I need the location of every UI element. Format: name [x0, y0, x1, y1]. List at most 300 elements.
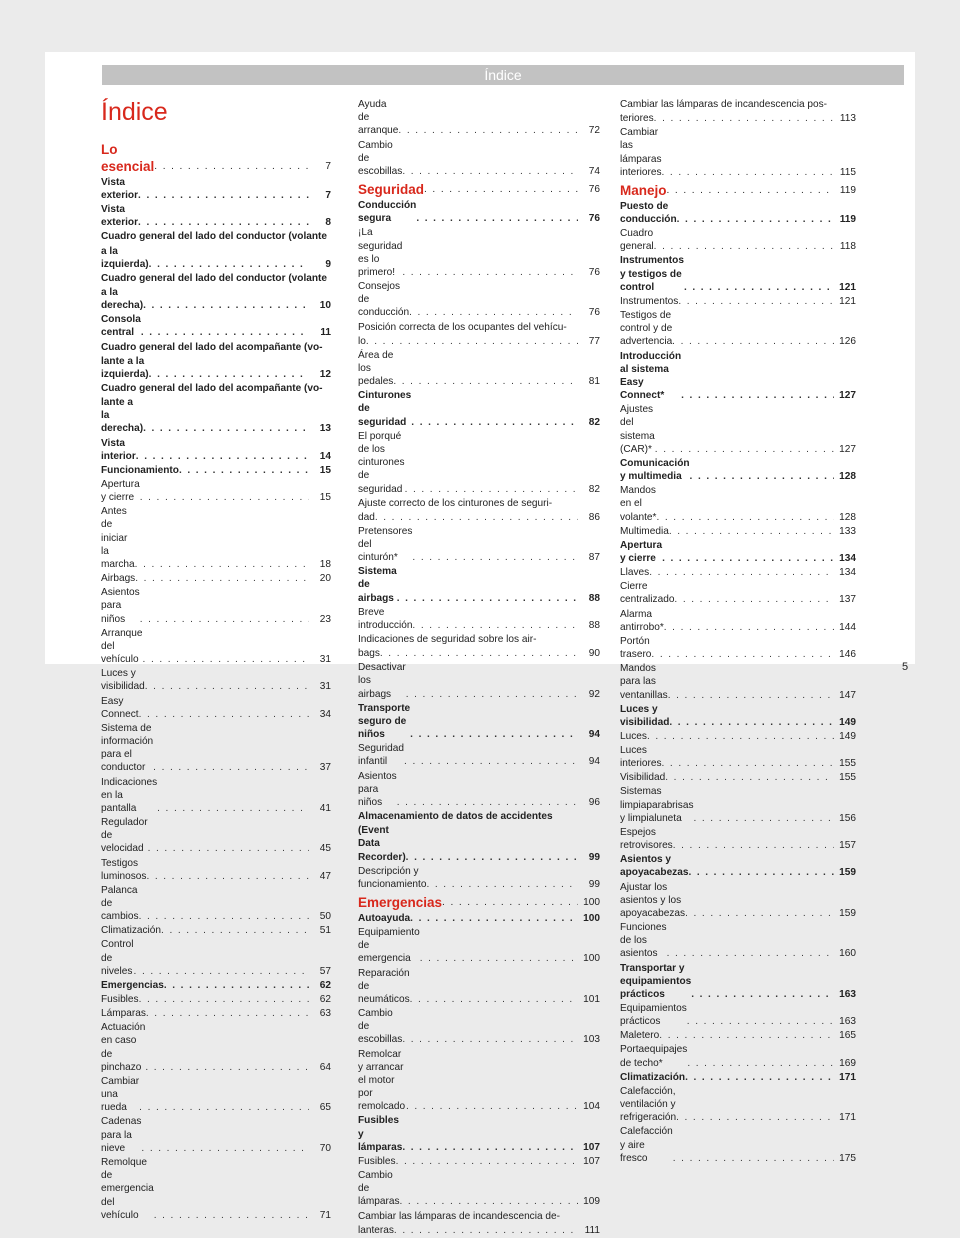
toc-page-number: 127 [839, 390, 856, 402]
toc-leader-dots [410, 912, 578, 925]
toc-entry[interactable] [101, 776, 331, 816]
toc-entry[interactable] [101, 993, 331, 1006]
toc-entry-title: Portón trasero [620, 635, 652, 661]
toc-leader-dots [411, 416, 578, 429]
toc-leader-dots [685, 907, 834, 920]
toc-entry[interactable] [358, 824, 600, 864]
toc-entry-title: (Event Data Recorder) [358, 825, 406, 863]
toc-column-1 [101, 138, 331, 1223]
toc-entry[interactable] [358, 647, 600, 660]
document-page [45, 52, 915, 1236]
toc-entry-title: Instrumentos y testigos de control [620, 255, 684, 293]
toc-entry-title: Indicaciones de seguridad sobre los air- [358, 634, 537, 646]
toc-leader-dots [139, 993, 309, 1006]
toc-entry[interactable] [620, 566, 856, 579]
toc-page-number: 45 [319, 843, 331, 855]
toc-entry-title: Regulador de velocidad [101, 817, 148, 855]
toc-entry-title: Sistema de información para el conductor [101, 722, 154, 774]
toc-entry-title: Consejos de conducción [358, 281, 410, 319]
toc-leader-dots [669, 716, 834, 729]
toc-entry-title: Área de los pedales [358, 349, 394, 388]
toc-page-number: 127 [839, 443, 856, 455]
toc-page-number: 47 [319, 870, 331, 882]
toc-leader-dots [161, 924, 309, 937]
toc-entry[interactable] [101, 816, 331, 856]
toc-entry[interactable] [101, 722, 331, 775]
toc-entry-title: Climatización [101, 925, 162, 937]
toc-page-number: 100 [583, 912, 600, 924]
toc-entry[interactable] [358, 1007, 600, 1047]
toc-leader-dots [375, 511, 578, 524]
toc-entry[interactable] [358, 967, 600, 1007]
toc-page-number: 121 [839, 281, 856, 293]
toc-entry[interactable] [620, 635, 856, 661]
toc-entry[interactable] [620, 457, 856, 483]
toc-entry-title: Funciones de los asientos [620, 922, 667, 960]
toc-leader-dots [651, 648, 834, 661]
toc-page-number: 134 [839, 553, 856, 565]
toc-entry-title: Cuadro general [620, 228, 654, 253]
toc-page-number: 169 [839, 1057, 856, 1069]
toc-page-number: 157 [839, 840, 856, 852]
toc-entry-title: lante a la derecha) [101, 397, 144, 435]
toc-entry[interactable] [620, 771, 856, 784]
toc-entry-title: lante a la izquierda) [101, 355, 149, 380]
toc-entry-title: Airbags [101, 573, 136, 585]
toc-leader-dots [157, 802, 309, 815]
toc-entry[interactable] [358, 742, 600, 768]
toc-page-number: 20 [319, 573, 331, 585]
toc-entry[interactable] [358, 1114, 600, 1154]
toc-leader-dots [406, 1100, 578, 1113]
toc-leader-dots [397, 592, 578, 605]
toc-leader-dots [662, 552, 834, 565]
toc-page-number: 99 [588, 851, 600, 863]
toc-leader-dots [380, 647, 578, 660]
toc-entry-title: Cambiar las lámparas de incandescencia de- [358, 1210, 560, 1222]
toc-entry[interactable] [358, 430, 600, 496]
toc-page-number: 103 [583, 1034, 600, 1046]
toc-entry[interactable] [358, 525, 600, 565]
toc-entry[interactable] [101, 1075, 331, 1115]
toc-page-number: 87 [588, 552, 600, 564]
toc-page-number: 34 [319, 708, 331, 720]
toc-entry[interactable] [620, 227, 856, 253]
toc-leader-dots [143, 299, 309, 312]
toc-entry-title: Palanca de cambios [101, 884, 139, 923]
toc-entry-title: Asientos para niños [358, 770, 397, 808]
toc-entry[interactable] [620, 350, 856, 403]
toc-entry[interactable] [101, 230, 331, 243]
toc-leader-dots [154, 1209, 309, 1222]
toc-page-number: 86 [588, 511, 600, 523]
toc-entry[interactable] [101, 286, 331, 312]
toc-entry[interactable] [101, 478, 331, 504]
toc-page-number: 76 [588, 184, 600, 196]
toc-leader-dots [691, 988, 834, 1001]
toc-page-number: 9 [325, 258, 331, 270]
toc-leader-dots [406, 851, 578, 864]
toc-entry-title: teriores [620, 113, 654, 125]
toc-entry-title: Posición correcta de los ocupantes del vehícu- [358, 321, 567, 333]
toc-page-number: 94 [588, 756, 600, 768]
toc-leader-dots [426, 878, 578, 891]
toc-page-number: 146 [839, 649, 856, 661]
toc-page-number: 119 [839, 185, 856, 196]
toc-leader-dots [143, 653, 309, 666]
toc-leader-dots [143, 422, 309, 435]
toc-entry[interactable] [101, 272, 331, 285]
toc-entry-title: Cambiar las lámparas de incandescencia pos- [620, 99, 828, 110]
toc-entry-title: Visibilidad [620, 772, 666, 784]
toc-leader-dots [135, 572, 309, 585]
toc-page-number: 57 [319, 965, 331, 977]
toc-entry[interactable] [358, 321, 600, 334]
toc-page-number: 13 [319, 423, 331, 435]
toc-leader-dots [659, 1029, 834, 1042]
toc-page-number: 149 [839, 730, 856, 742]
toc-leader-dots [667, 182, 834, 199]
toc-entry-title: Funcionamiento [101, 464, 179, 476]
toc-page-number: 10 [319, 300, 331, 312]
toc-page-number: 121 [839, 295, 856, 307]
toc-entry[interactable] [358, 280, 600, 320]
toc-entry-title: Multimedia [620, 525, 669, 537]
toc-entry[interactable] [620, 1043, 856, 1069]
toc-entry[interactable] [101, 505, 331, 571]
toc-page-number: 12 [319, 368, 331, 380]
toc-entry[interactable] [358, 98, 600, 138]
toc-entry[interactable] [358, 912, 600, 925]
toc-entry[interactable] [358, 511, 600, 524]
toc-leader-dots [139, 708, 309, 721]
toc-entry[interactable] [101, 924, 331, 937]
toc-entry[interactable] [620, 403, 856, 456]
toc-entry[interactable] [101, 382, 331, 395]
toc-entry-title: lo [358, 335, 366, 347]
toc-entry[interactable] [101, 245, 331, 271]
toc-leader-dots [676, 1111, 834, 1124]
toc-entry[interactable] [620, 853, 856, 879]
toc-entry[interactable] [620, 1125, 856, 1165]
toc-entry[interactable] [101, 396, 331, 436]
toc-leader-dots [672, 335, 834, 348]
toc-leader-dots [664, 621, 834, 634]
toc-leader-dots [654, 112, 834, 125]
toc-entry[interactable] [620, 112, 856, 125]
toc-entry-title: Breve introducción [358, 606, 413, 631]
toc-entry[interactable] [101, 627, 331, 667]
toc-page-number: 107 [583, 1141, 600, 1153]
toc-entry[interactable] [101, 1156, 331, 1222]
toc-entry-title: Cambio de lámparas [358, 1170, 400, 1208]
toc-leader-dots [135, 558, 309, 571]
toc-entry-title: Instrumentos [620, 295, 679, 307]
toc-page-number: 62 [319, 979, 331, 991]
toc-entry-title: Control de niveles [101, 939, 134, 977]
page-title: Índice [101, 98, 168, 126]
toc-entry[interactable] [358, 926, 600, 966]
toc-entry[interactable] [620, 730, 856, 743]
toc-entry-title: Alarma antirrobo* [620, 608, 664, 633]
toc-leader-dots [394, 1224, 578, 1237]
toc-leader-dots [398, 124, 578, 137]
toc-page-number: 163 [839, 1016, 856, 1028]
toc-entry-title: Fusibles [101, 994, 139, 1006]
toc-page-number: 175 [839, 1152, 856, 1164]
toc-entry-title: Vista exterior [101, 176, 139, 202]
toc-entry[interactable] [620, 200, 856, 226]
toc-entry-title: Reparación de neumáticos [358, 967, 410, 1005]
toc-page-number: 76 [588, 213, 600, 225]
toc-page-number: 50 [319, 911, 331, 923]
toc-entry-title: Conducción segura [358, 200, 417, 225]
toc-leader-dots [688, 866, 834, 879]
toc-leader-dots [424, 181, 578, 198]
toc-leader-dots [141, 326, 309, 339]
toc-leader-dots [366, 335, 578, 348]
toc-page-number: 62 [319, 994, 331, 1006]
toc-entry[interactable] [358, 633, 600, 646]
toc-entry[interactable] [101, 1021, 331, 1074]
toc-leader-dots [678, 295, 834, 308]
toc-entry[interactable] [358, 1224, 600, 1237]
toc-entry-title: Testigos de control y de advertencia [620, 310, 673, 348]
toc-leader-dots [662, 757, 834, 770]
toc-page-number: 160 [839, 948, 856, 960]
toc-page-number: 15 [319, 492, 331, 504]
toc-entry[interactable] [358, 335, 600, 348]
toc-leader-dots [146, 1007, 309, 1020]
toc-page-number: 104 [583, 1101, 600, 1113]
toc-page-number: 15 [319, 464, 331, 476]
toc-entry[interactable] [620, 1071, 856, 1084]
toc-leader-dots [136, 450, 309, 463]
toc-leader-dots [139, 1101, 309, 1114]
toc-leader-dots [148, 842, 309, 855]
toc-entry-title: Consola central [101, 314, 141, 339]
toc-entry-title: Apertura y cierre [620, 539, 663, 565]
toc-leader-dots [141, 1142, 309, 1155]
toc-entry-title: Cinturones de seguridad [358, 390, 412, 428]
toc-page-number: 128 [839, 511, 856, 523]
toc-entry-title: Easy Connect [101, 695, 139, 720]
toc-section-heading[interactable] [101, 141, 331, 175]
toc-page-number: 76 [588, 307, 600, 319]
toc-entry-title: Asientos y apoyacabezas [620, 854, 689, 879]
toc-entry-title: Sistemas limpiaparabrisas y limpialuneta [620, 786, 694, 824]
toc-page-number: 23 [319, 613, 331, 625]
toc-entry[interactable] [620, 254, 856, 294]
toc-entry[interactable] [620, 580, 856, 606]
toc-entry[interactable] [101, 1115, 331, 1155]
toc-entry[interactable] [620, 1085, 856, 1125]
toc-entry[interactable] [620, 126, 856, 179]
toc-leader-dots [668, 689, 834, 702]
toc-entry[interactable] [358, 606, 600, 632]
toc-entry[interactable] [101, 938, 331, 978]
toc-page-number: 88 [588, 619, 600, 631]
toc-leader-dots [149, 368, 309, 381]
toc-leader-dots [667, 947, 834, 960]
toc-entry[interactable] [101, 572, 331, 585]
toc-page-number: 111 [584, 1224, 600, 1236]
toc-column-3 [620, 98, 856, 1166]
toc-leader-dots [677, 213, 834, 226]
toc-page-number: 41 [319, 802, 331, 814]
toc-entry[interactable] [101, 857, 331, 883]
toc-entry[interactable] [620, 1029, 856, 1042]
toc-leader-dots [665, 771, 834, 784]
toc-entry-title: Actuación en caso de pinchazo [101, 1022, 146, 1073]
toc-entry[interactable] [620, 881, 856, 921]
toc-entry-title: Calefacción, ventilación y refrigeración [620, 1085, 677, 1124]
toc-entry-title: Calefacción y aire fresco [620, 1126, 673, 1164]
toc-entry-title: Cadenas para la nieve [101, 1116, 142, 1154]
toc-page-number: 159 [839, 907, 856, 919]
toc-entry[interactable] [358, 770, 600, 810]
toc-entry[interactable] [358, 226, 600, 279]
toc-entry[interactable] [101, 313, 331, 339]
toc-leader-dots [681, 389, 834, 402]
toc-section-heading[interactable] [358, 894, 600, 911]
toc-leader-dots [145, 1061, 309, 1074]
toc-leader-dots [406, 688, 578, 701]
toc-entry[interactable] [101, 979, 331, 992]
toc-leader-dots [134, 965, 309, 978]
toc-entry-title: Lámparas [101, 1008, 146, 1020]
toc-entry[interactable] [101, 437, 331, 463]
toc-entry[interactable] [620, 744, 856, 770]
toc-entry[interactable] [358, 1048, 600, 1114]
toc-entry[interactable] [620, 525, 856, 538]
toc-entry-title: Cuadro general del lado del acompañante (vo- [101, 382, 323, 394]
toc-entry[interactable] [101, 176, 331, 202]
toc-leader-dots [685, 1071, 834, 1084]
toc-page-number: 14 [319, 450, 331, 462]
toc-entry[interactable] [101, 667, 331, 693]
toc-entry-title: Descripción y funcionamiento [358, 865, 427, 890]
toc-entry[interactable] [620, 921, 856, 961]
toc-entry-title: a la izquierda) [101, 245, 149, 270]
toc-entry[interactable] [358, 139, 600, 179]
toc-leader-dots [410, 993, 578, 1006]
toc-page-number: 134 [839, 567, 856, 579]
toc-page-number: 18 [319, 559, 331, 571]
toc-entry[interactable] [358, 565, 600, 605]
toc-entry[interactable] [358, 865, 600, 891]
toc-leader-dots [655, 443, 834, 456]
toc-entry[interactable] [620, 295, 856, 308]
toc-entry-title: Cambio de escobillas [358, 1008, 403, 1046]
toc-entry[interactable] [101, 203, 331, 229]
toc-entry[interactable] [358, 661, 600, 701]
toc-entry-title: Remolque de emergencia del vehículo [101, 1156, 154, 1221]
toc-page-number: 163 [839, 988, 856, 1000]
toc-entry[interactable] [358, 199, 600, 225]
toc-entry-title: Ajustes del sistema (CAR)* [620, 404, 655, 455]
toc-page-number: 118 [839, 241, 856, 253]
toc-entry-title: Maletero [620, 1030, 660, 1042]
toc-entry-title: Apertura y cierre [101, 478, 140, 504]
toc-entry-title: Vista exterior [101, 204, 139, 229]
toc-entry[interactable] [101, 884, 331, 924]
toc-leader-dots [153, 761, 309, 774]
toc-leader-dots [164, 979, 309, 992]
toc-entry[interactable] [358, 1155, 600, 1168]
toc-entry[interactable] [620, 539, 856, 565]
toc-page-number: 171 [839, 1071, 856, 1083]
toc-leader-dots [179, 464, 309, 477]
toc-leader-dots [693, 812, 834, 825]
toc-entry-title: Asientos para niños [101, 587, 140, 625]
toc-leader-dots [402, 1033, 578, 1046]
toc-page-number: 113 [839, 113, 856, 125]
toc-page-number: 76 [588, 266, 600, 278]
toc-entry[interactable] [620, 662, 856, 702]
toc-section-heading[interactable] [620, 182, 856, 199]
toc-page-number: 115 [839, 166, 856, 178]
toc-page-number: 149 [839, 716, 856, 728]
toc-column-2 [358, 98, 600, 1238]
toc-entry-title: Puesto de conducción [620, 200, 677, 226]
toc-leader-dots [654, 240, 834, 253]
toc-page-number: 119 [839, 214, 856, 226]
toc-section-heading[interactable] [358, 181, 600, 198]
toc-entry-title: Cierre centralizado [620, 581, 675, 606]
toc-entry[interactable] [620, 484, 856, 524]
toc-entry[interactable] [620, 608, 856, 634]
toc-entry[interactable] [620, 826, 856, 852]
toc-entry-title: Espejos retrovisores [620, 826, 673, 852]
toc-leader-dots [687, 1057, 834, 1070]
toc-entry[interactable] [101, 586, 331, 626]
toc-entry[interactable] [358, 1210, 600, 1223]
toc-leader-dots [674, 593, 834, 606]
toc-entry[interactable] [358, 389, 600, 429]
toc-entry[interactable] [620, 1002, 856, 1028]
toc-entry-title: Equipamientos prácticos [620, 1003, 687, 1028]
page-number: 5 [902, 661, 909, 673]
toc-entry[interactable] [101, 464, 331, 477]
toc-page-number: 109 [583, 1196, 600, 1208]
toc-entry[interactable] [620, 98, 856, 111]
toc-entry[interactable] [101, 341, 331, 354]
toc-entry[interactable] [358, 1169, 600, 1209]
toc-entry-title: Luces y visibilidad [620, 703, 670, 728]
toc-entry[interactable] [358, 349, 600, 389]
toc-entry[interactable] [620, 703, 856, 729]
toc-entry[interactable] [101, 1007, 331, 1020]
toc-entry-title: El porqué de los cinturones de seguridad [358, 430, 405, 495]
toc-entry[interactable] [358, 497, 600, 510]
toc-page-number: 90 [588, 648, 600, 660]
toc-entry[interactable] [620, 962, 856, 1002]
toc-entry[interactable] [620, 785, 856, 825]
toc-entry[interactable] [620, 309, 856, 349]
toc-entry-title: Remolcar y arrancar el motor por remolcado [358, 1048, 406, 1113]
toc-entry-title: bags [358, 648, 380, 660]
toc-page-number: 70 [319, 1142, 331, 1154]
toc-entry-title: Cambio de escobillas [358, 139, 403, 177]
toc-entry-title: Seguridad infantil [358, 743, 405, 768]
toc-page-number: 74 [588, 165, 600, 177]
toc-entry[interactable] [358, 810, 600, 823]
toc-leader-dots [412, 619, 578, 632]
toc-entry[interactable] [101, 355, 331, 381]
toc-page-number: 64 [319, 1061, 331, 1073]
toc-entry-title: Sistema de airbags [358, 566, 397, 604]
